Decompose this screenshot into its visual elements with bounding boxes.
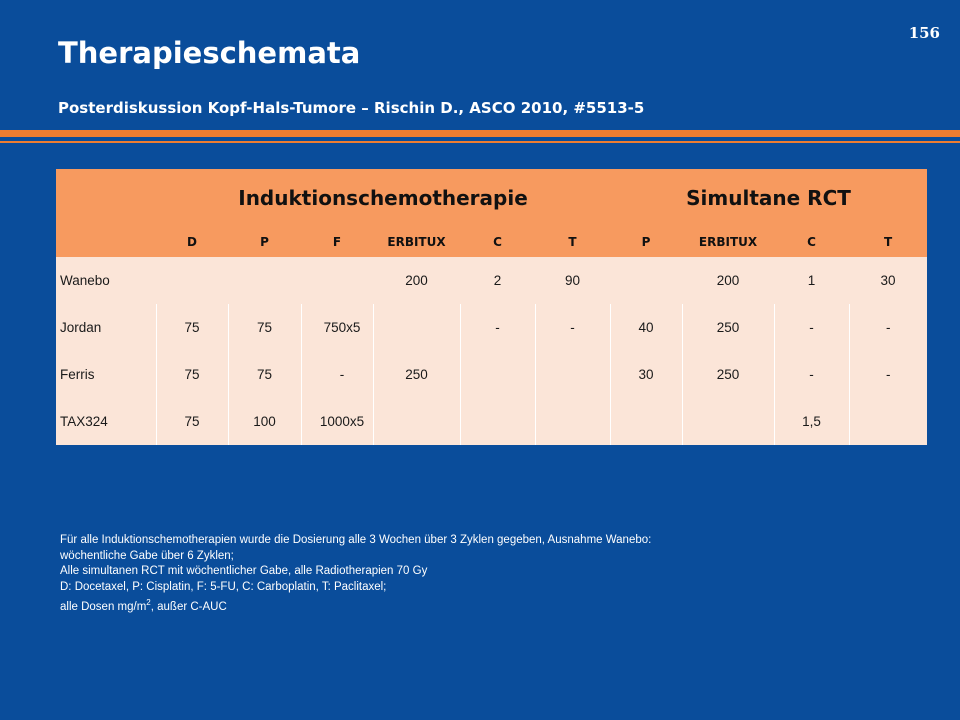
table-cell [373, 304, 460, 351]
footnote-superscript: 2 [146, 598, 151, 607]
table-row [56, 257, 927, 304]
footnote [60, 533, 840, 615]
footnote-line-units [60, 595, 840, 615]
footnote-units-text: alle Dosen mg/m [60, 600, 147, 613]
table-cell: 75 [156, 398, 228, 445]
table-row [56, 351, 927, 398]
table-cell: 90 [535, 257, 610, 304]
column-header: P [610, 227, 682, 257]
column-header: C [460, 227, 535, 257]
slide-number: 156 [908, 24, 940, 42]
table-group-header [56, 169, 927, 227]
group-header-rct: Simultane RCT [610, 169, 927, 227]
table-corner [56, 169, 156, 227]
row-label: Ferris [56, 351, 156, 398]
table-cell: 1000x5 [301, 398, 373, 445]
table-cell: 200 [373, 257, 460, 304]
table-cell [535, 398, 610, 445]
row-label: Jordan [56, 304, 156, 351]
column-header: C [774, 227, 849, 257]
column-header-empty [56, 227, 156, 257]
table-cell: 750x5 [301, 304, 373, 351]
table-cell [373, 398, 460, 445]
table-cell [156, 257, 228, 304]
table-row [56, 398, 927, 445]
footnote-units-suffix: , außer C-AUC [150, 600, 227, 613]
table-cell: 2 [460, 257, 535, 304]
table-cell [610, 257, 682, 304]
table-cell [228, 257, 301, 304]
table-cell: 100 [228, 398, 301, 445]
row-label: TAX324 [56, 398, 156, 445]
column-header: ERBITUX [682, 227, 774, 257]
row-label: Wanebo [56, 257, 156, 304]
table-cell: - [301, 351, 373, 398]
table-cell: 40 [610, 304, 682, 351]
therapy-table [56, 169, 927, 445]
column-header: ERBITUX [373, 227, 460, 257]
table-cell [460, 351, 535, 398]
table-cell: 75 [156, 304, 228, 351]
column-header: P [228, 227, 301, 257]
table-cell: - [774, 304, 849, 351]
table-cell: 75 [156, 351, 228, 398]
table-cell: 30 [610, 351, 682, 398]
table-cell: - [460, 304, 535, 351]
group-header-induction: Induktionschemotherapie [156, 169, 610, 227]
table-column-header [56, 227, 927, 257]
footnote-line: Für alle Induktionschemotherapien wurde die Dosierung alle 3 Wochen über 3 Zyklen gegeben, Ausnahme Wanebo: [60, 534, 652, 546]
table-cell: - [774, 351, 849, 398]
divider-thin [0, 141, 960, 143]
table-cell: 75 [228, 304, 301, 351]
column-header: T [535, 227, 610, 257]
footnote-line: Alle simultanen RCT mit wöchentlicher Gabe, alle Radiotherapien 70 Gy [60, 565, 428, 577]
table-cell [301, 257, 373, 304]
footnote-line: wöchentliche Gabe über 6 Zyklen; [60, 549, 234, 562]
page-title: Therapieschemata [58, 36, 361, 70]
divider-thick [0, 130, 960, 137]
table-cell: 250 [373, 351, 460, 398]
column-header: D [156, 227, 228, 257]
column-header: F [301, 227, 373, 257]
table-cell: 250 [682, 351, 774, 398]
table-cell: - [849, 304, 927, 351]
column-header: T [849, 227, 927, 257]
footnote-line: D: Docetaxel, P: Cisplatin, F: 5-FU, C: Carboplatin, T: Paclitaxel; [60, 580, 387, 593]
table-cell [682, 398, 774, 445]
table-cell: 250 [682, 304, 774, 351]
table-cell: - [535, 304, 610, 351]
table-row [56, 304, 927, 351]
page-subtitle: Posterdiskussion Kopf-Hals-Tumore – Rischin D., ASCO 2010, #5513-5 [58, 99, 645, 117]
table-cell [610, 398, 682, 445]
table-cell: - [849, 351, 927, 398]
table-cell: 1,5 [774, 398, 849, 445]
table-cell [535, 351, 610, 398]
table-cell [460, 398, 535, 445]
table-cell [849, 398, 927, 445]
table-cell: 200 [682, 257, 774, 304]
table-cell: 75 [228, 351, 301, 398]
table-cell: 1 [774, 257, 849, 304]
table-cell: 30 [849, 257, 927, 304]
